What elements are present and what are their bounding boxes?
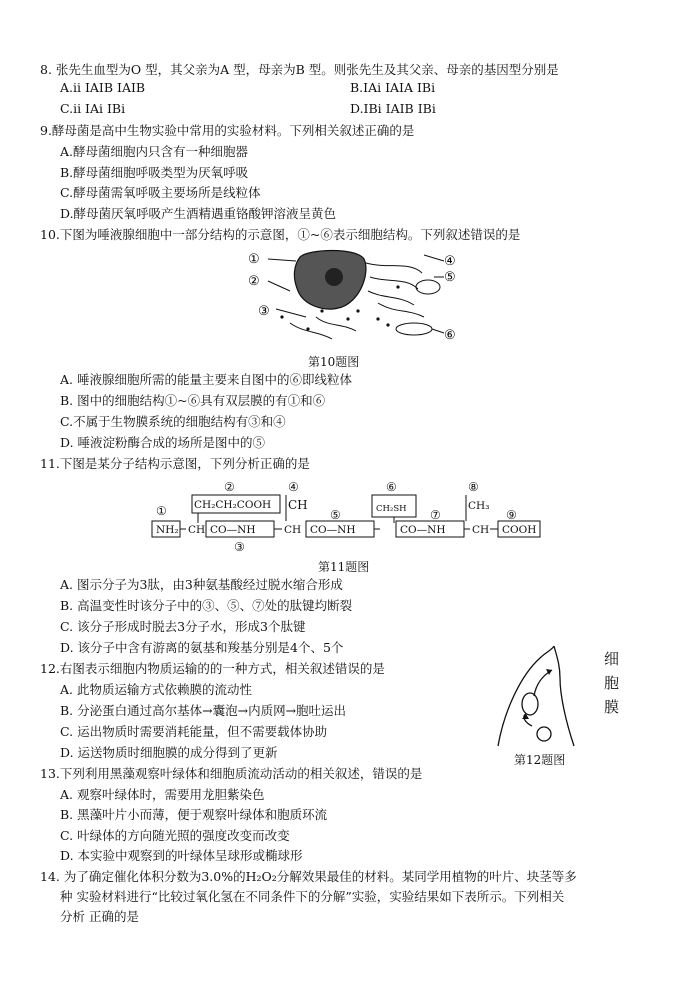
q11-ch-2: CH: [284, 524, 302, 536]
q11-r3: CH₂SH: [376, 504, 407, 514]
q14-line-1: 14. 为了确定催化体积分数为3.0%的H₂O₂分解效果最佳的材料。某同学用植物的叶片、块茎等多: [40, 869, 577, 884]
q11-num-2: ②: [224, 480, 235, 494]
q11-molecule-diagram: [150, 477, 550, 555]
q9-option-b: B.酵母菌细胞呼吸类型为厌氧呼吸: [60, 165, 249, 180]
q11-nh2: NH₂: [156, 524, 179, 536]
q11-stem: 11.下图是某分子结构示意图，下列分析正确的是: [40, 456, 310, 471]
q11-option-a: A. 图示分子为3肽，由3种氨基酸经过脱水缩合形成: [60, 577, 343, 592]
q11-num-8: ⑧: [468, 480, 479, 494]
q10-label-3: ③: [258, 304, 270, 319]
q10-label-4: ④: [444, 254, 456, 269]
q12-membrane-label-3: 膜: [604, 698, 620, 716]
q12-caption: 第12题图: [514, 753, 566, 767]
q11-num-6: ⑥: [386, 480, 397, 494]
q11-ch-3: CH: [472, 524, 490, 536]
q14-line-3: 分析 正确的是: [60, 909, 139, 924]
q11-caption: 第11题图: [318, 560, 370, 574]
q10-label-1: ①: [248, 252, 260, 267]
q11-ch-1: CH: [188, 524, 206, 536]
q8-option-d: D.IBi IAIB IBi: [350, 101, 436, 116]
q8-option-c: C.ii IAi IBi: [60, 101, 126, 116]
q10-cell-diagram: [238, 247, 478, 347]
q14-line-2: 种 实验材料进行“比较过氧化氢在不同条件下的分解”实验，实验结果如下表所示。下列相关: [60, 889, 565, 904]
q9-option-a: A.酵母菌细胞内只含有一种细胞器: [60, 144, 249, 159]
q11-option-b: B. 高温变性时该分子中的③、⑤、⑦处的肽键均断裂: [60, 598, 353, 613]
q8-stem: 8. 张先生血型为O 型，其父亲为A 型，母亲为B 型。则张先生及其父亲、母亲的基因型分别是: [40, 62, 559, 77]
q13-option-d: D. 本实验中观察到的叶绿体呈球形或椭球形: [60, 848, 303, 863]
q11-r2: CH: [288, 498, 308, 512]
q10-label-5: ⑤: [444, 270, 456, 285]
q9-option-c: C.酵母菌需氧呼吸主要场所是线粒体: [60, 185, 261, 200]
q13-option-a: A. 观察叶绿体时，需要用龙胆紫染色: [60, 787, 265, 802]
q11-num-4: ④: [288, 480, 299, 494]
q10-label-6: ⑥: [444, 328, 456, 343]
q12-option-d: D. 运送物质时细胞膜的成分得到了更新: [60, 745, 278, 760]
q11-num-9: ⑨: [506, 508, 517, 522]
q11-num-1: ①: [156, 504, 167, 518]
q10-option-c: C.不属于生物膜系统的细胞结构有③和④: [60, 414, 286, 429]
q11-num-7: ⑦: [430, 508, 441, 522]
q12-membrane-label-2: 胞: [604, 674, 620, 692]
q11-num-3: ③: [234, 540, 245, 554]
q12-option-c: C. 运出物质时需要消耗能量，但不需要载体协助: [60, 724, 328, 739]
q13-stem: 13.下列利用黑藻观察叶绿体和细胞质流动活动的相关叙述，错误的是: [40, 766, 423, 781]
q9-stem: 9.酵母菌是高中生物实验中常用的实验材料。下列相关叙述正确的是: [40, 123, 415, 138]
q13-option-b: B. 黑藻叶片小而薄，便于观察叶绿体和胞质环流: [60, 807, 328, 822]
q11-conh-2: CO—NH: [310, 524, 356, 536]
q10-option-d: D. 唾液淀粉酶合成的场所是图中的⑤: [60, 435, 266, 450]
q11-r1: CH₂CH₂COOH: [194, 499, 272, 511]
q10-option-b: B. 图中的细胞结构①~⑥具有双层膜的有①和⑥: [60, 393, 326, 408]
q12-option-a: A. 此物质运输方式依赖膜的流动性: [60, 682, 252, 697]
q10-stem: 10.下图为唾液腺细胞中一部分结构的示意图，①~⑥表示细胞结构。下列叙述错误的是: [40, 227, 521, 242]
q11-r4: CH₃: [468, 500, 490, 512]
q13-option-c: C. 叶绿体的方向随光照的强度改变而改变: [60, 828, 290, 843]
q8-option-a: A.ii IAIB IAIB: [60, 80, 146, 95]
q11-num-5: ⑤: [330, 508, 341, 522]
q10-caption: 第10题图: [308, 355, 360, 369]
q10-label-2: ②: [248, 274, 260, 289]
q11-option-d: D. 该分子中含有游离的氨基和羧基分别是4个、5个: [60, 640, 344, 655]
q12-exocytosis-diagram: [494, 642, 644, 748]
q9-option-d: D.酵母菌厌氧呼吸产生酒精遇重铬酸钾溶液呈黄色: [60, 206, 337, 221]
q12-membrane-label-1: 细: [604, 650, 620, 668]
q11-cooh: COOH: [502, 524, 537, 536]
q11-option-c: C. 该分子形成时脱去3分子水，形成3个肽键: [60, 619, 306, 634]
q8-option-b: B.IAi IAIA IBi: [350, 80, 436, 95]
q10-option-a: A. 唾液腺细胞所需的能量主要来自图中的⑥即线粒体: [60, 372, 352, 387]
q12-stem: 12.右图表示细胞内物质运输的的一种方式，相关叙述错误的是: [40, 661, 385, 676]
q11-conh-1: CO—NH: [210, 524, 256, 536]
q11-conh-3: CO—NH: [400, 524, 446, 536]
q12-option-b: B. 分泌蛋白通过高尔基体→囊泡→内质网→胞吐运出: [60, 703, 347, 718]
